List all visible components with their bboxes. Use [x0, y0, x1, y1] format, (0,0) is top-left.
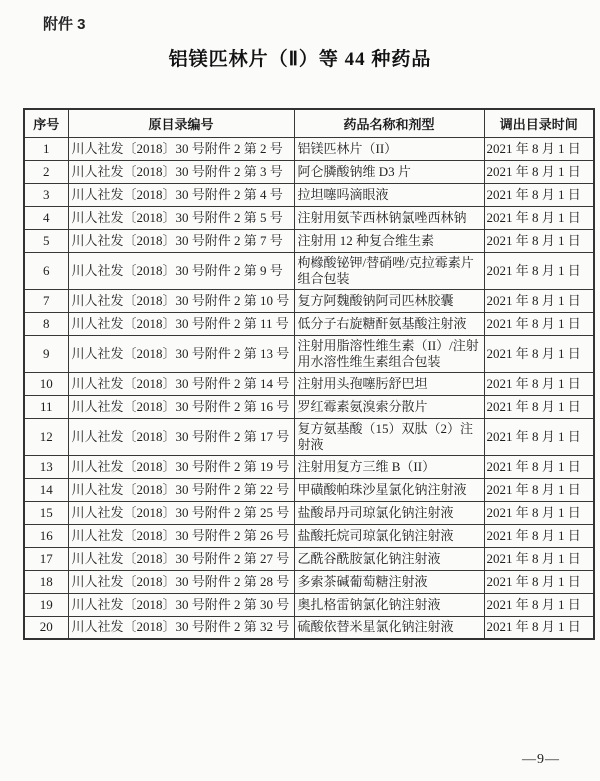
- cell-no: 20: [24, 616, 68, 639]
- cell-no: 1: [24, 137, 68, 160]
- cell-catalog: 川人社发〔2018〕30 号附件 2 第 10 号: [68, 289, 294, 312]
- table-row: [24, 229, 594, 252]
- cell-catalog: 川人社发〔2018〕30 号附件 2 第 26 号: [68, 524, 294, 547]
- table-row: [24, 312, 594, 335]
- cell-drug: 注射用 12 种复合维生素: [294, 229, 484, 252]
- cell-no: 16: [24, 524, 68, 547]
- cell-catalog: 川人社发〔2018〕30 号附件 2 第 28 号: [68, 570, 294, 593]
- cell-catalog: 川人社发〔2018〕30 号附件 2 第 25 号: [68, 501, 294, 524]
- cell-drug: 甲磺酸帕珠沙星氯化钠注射液: [294, 478, 484, 501]
- cell-drug: 盐酸托烷司琼氯化钠注射液: [294, 524, 484, 547]
- cell-date: 2021 年 8 月 1 日: [484, 372, 594, 395]
- table-row: [24, 395, 594, 418]
- column-header-catalog: 原目录编号: [68, 109, 294, 137]
- cell-drug: 注射用脂溶性维生素（II）/注射用水溶性维生素组合包装: [294, 335, 484, 372]
- cell-drug: 拉坦噻吗滴眼液: [294, 183, 484, 206]
- cell-drug: 奥扎格雷钠氯化钠注射液: [294, 593, 484, 616]
- cell-no: 12: [24, 418, 68, 455]
- table-row: [24, 183, 594, 206]
- cell-drug: 注射用复方三维 B（II）: [294, 455, 484, 478]
- cell-date: 2021 年 8 月 1 日: [484, 183, 594, 206]
- table-row: [24, 455, 594, 478]
- cell-date: 2021 年 8 月 1 日: [484, 335, 594, 372]
- cell-date: 2021 年 8 月 1 日: [484, 137, 594, 160]
- table-row: [24, 137, 594, 160]
- cell-date: 2021 年 8 月 1 日: [484, 616, 594, 639]
- table-row: [24, 289, 594, 312]
- table-row: [24, 418, 594, 455]
- table-row: [24, 593, 594, 616]
- header-row: [24, 109, 594, 137]
- column-header-drug: 药品名称和剂型: [294, 109, 484, 137]
- cell-catalog: 川人社发〔2018〕30 号附件 2 第 19 号: [68, 455, 294, 478]
- table-row: [24, 478, 594, 501]
- cell-no: 7: [24, 289, 68, 312]
- table-row: [24, 524, 594, 547]
- table-row: [24, 547, 594, 570]
- cell-drug: 阿仑膦酸钠维 D3 片: [294, 160, 484, 183]
- cell-date: 2021 年 8 月 1 日: [484, 570, 594, 593]
- cell-date: 2021 年 8 月 1 日: [484, 593, 594, 616]
- cell-no: 2: [24, 160, 68, 183]
- page-title: 铝镁匹林片（Ⅱ）等 44 种药品: [168, 49, 432, 70]
- cell-drug: 复方阿魏酸钠阿司匹林胶囊: [294, 289, 484, 312]
- table-row: [24, 252, 594, 289]
- cell-date: 2021 年 8 月 1 日: [484, 395, 594, 418]
- cell-catalog: 川人社发〔2018〕30 号附件 2 第 30 号: [68, 593, 294, 616]
- cell-catalog: 川人社发〔2018〕30 号附件 2 第 14 号: [68, 372, 294, 395]
- cell-date: 2021 年 8 月 1 日: [484, 524, 594, 547]
- cell-date: 2021 年 8 月 1 日: [484, 289, 594, 312]
- table-row: [24, 501, 594, 524]
- cell-no: 10: [24, 372, 68, 395]
- column-header-date: 调出目录时间: [484, 109, 594, 137]
- drug-table-body: [24, 137, 594, 639]
- table-row: [24, 570, 594, 593]
- attachment-label: 附件 3: [43, 16, 86, 33]
- cell-date: 2021 年 8 月 1 日: [484, 252, 594, 289]
- drug-table-header: [24, 109, 594, 137]
- cell-catalog: 川人社发〔2018〕30 号附件 2 第 2 号: [68, 137, 294, 160]
- cell-catalog: 川人社发〔2018〕30 号附件 2 第 7 号: [68, 229, 294, 252]
- cell-drug: 注射用头孢噻肟舒巴坦: [294, 372, 484, 395]
- cell-no: 19: [24, 593, 68, 616]
- table-row: [24, 206, 594, 229]
- cell-no: 4: [24, 206, 68, 229]
- cell-drug: 多索茶碱葡萄糖注射液: [294, 570, 484, 593]
- cell-catalog: 川人社发〔2018〕30 号附件 2 第 16 号: [68, 395, 294, 418]
- cell-date: 2021 年 8 月 1 日: [484, 547, 594, 570]
- cell-catalog: 川人社发〔2018〕30 号附件 2 第 13 号: [68, 335, 294, 372]
- cell-catalog: 川人社发〔2018〕30 号附件 2 第 4 号: [68, 183, 294, 206]
- cell-drug: 枸橼酸铋钾/替硝唑/克拉霉素片组合包装: [294, 252, 484, 289]
- table-row: [24, 160, 594, 183]
- cell-catalog: 川人社发〔2018〕30 号附件 2 第 22 号: [68, 478, 294, 501]
- column-header-no: 序号: [24, 109, 68, 137]
- cell-date: 2021 年 8 月 1 日: [484, 478, 594, 501]
- cell-drug: 复方氨基酸（15）双肽（2）注射液: [294, 418, 484, 455]
- cell-catalog: 川人社发〔2018〕30 号附件 2 第 3 号: [68, 160, 294, 183]
- cell-no: 15: [24, 501, 68, 524]
- cell-catalog: 川人社发〔2018〕30 号附件 2 第 9 号: [68, 252, 294, 289]
- cell-date: 2021 年 8 月 1 日: [484, 206, 594, 229]
- drug-table: [23, 108, 595, 640]
- cell-drug: 盐酸昂丹司琼氯化钠注射液: [294, 501, 484, 524]
- cell-no: 8: [24, 312, 68, 335]
- table-row: [24, 335, 594, 372]
- cell-date: 2021 年 8 月 1 日: [484, 455, 594, 478]
- cell-catalog: 川人社发〔2018〕30 号附件 2 第 17 号: [68, 418, 294, 455]
- cell-drug: 硫酸依替米星氯化钠注射液: [294, 616, 484, 639]
- table-row: [24, 616, 594, 639]
- cell-no: 11: [24, 395, 68, 418]
- cell-drug: 铝镁匹林片（II）: [294, 137, 484, 160]
- page-number: —9—: [522, 752, 560, 767]
- cell-catalog: 川人社发〔2018〕30 号附件 2 第 32 号: [68, 616, 294, 639]
- cell-no: 18: [24, 570, 68, 593]
- cell-date: 2021 年 8 月 1 日: [484, 229, 594, 252]
- cell-no: 17: [24, 547, 68, 570]
- cell-no: 3: [24, 183, 68, 206]
- cell-catalog: 川人社发〔2018〕30 号附件 2 第 5 号: [68, 206, 294, 229]
- cell-drug: 乙酰谷酰胺氯化钠注射液: [294, 547, 484, 570]
- cell-date: 2021 年 8 月 1 日: [484, 312, 594, 335]
- cell-date: 2021 年 8 月 1 日: [484, 501, 594, 524]
- cell-no: 6: [24, 252, 68, 289]
- cell-no: 9: [24, 335, 68, 372]
- cell-date: 2021 年 8 月 1 日: [484, 160, 594, 183]
- cell-no: 14: [24, 478, 68, 501]
- cell-date: 2021 年 8 月 1 日: [484, 418, 594, 455]
- cell-drug: 低分子右旋糖酐氨基酸注射液: [294, 312, 484, 335]
- cell-no: 5: [24, 229, 68, 252]
- cell-catalog: 川人社发〔2018〕30 号附件 2 第 11 号: [68, 312, 294, 335]
- cell-catalog: 川人社发〔2018〕30 号附件 2 第 27 号: [68, 547, 294, 570]
- cell-drug: 罗红霉素氨溴索分散片: [294, 395, 484, 418]
- cell-no: 13: [24, 455, 68, 478]
- cell-drug: 注射用氨苄西林钠氯唑西林钠: [294, 206, 484, 229]
- table-row: [24, 372, 594, 395]
